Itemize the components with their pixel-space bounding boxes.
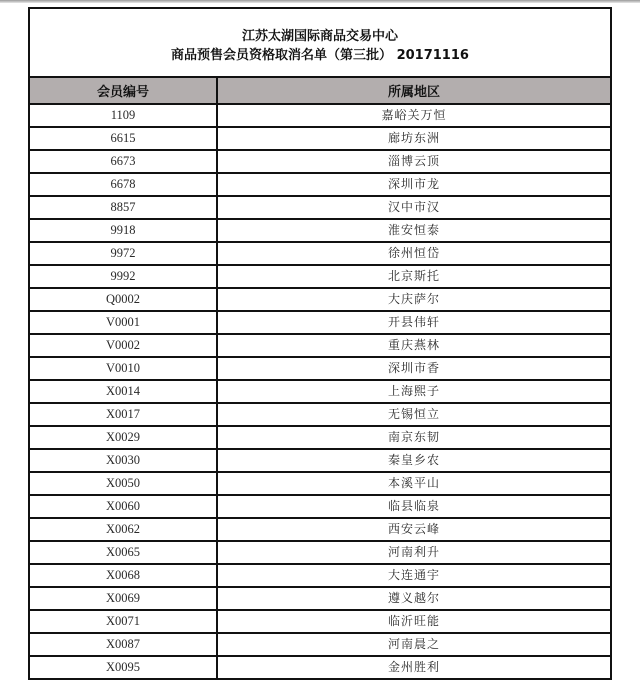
table-row	[30, 288, 610, 311]
member-id-cell: 1109	[30, 104, 217, 127]
member-id-cell: X0069	[30, 587, 217, 610]
member-id-cell: 8857	[30, 196, 217, 219]
member-id-cell: X0014	[30, 380, 217, 403]
member-id-cell: X0087	[30, 633, 217, 656]
region-cell: 开县伟轩	[217, 311, 610, 334]
document-title-block	[30, 9, 610, 78]
region-cell: 西安云峰	[217, 518, 610, 541]
member-id-cell: 9918	[30, 219, 217, 242]
region-cell: 深圳市香	[217, 357, 610, 380]
table-row	[30, 150, 610, 173]
region-cell: 淮安恒泰	[217, 219, 610, 242]
table-row	[30, 426, 610, 449]
region-cell: 徐州恒岱	[217, 242, 610, 265]
member-id-cell: 9972	[30, 242, 217, 265]
table-row	[30, 242, 610, 265]
document-title: 江苏太湖国际商品交易中心	[241, 28, 398, 44]
region-cell: 南京东韧	[217, 426, 610, 449]
region-cell: 大庆萨尔	[217, 288, 610, 311]
table-row	[30, 334, 610, 357]
table-row	[30, 495, 610, 518]
region-cell: 河南利升	[217, 541, 610, 564]
viewer-top-edge	[0, 0, 640, 3]
region-cell: 上海熙子	[217, 380, 610, 403]
region-cell: 汉中市汉	[217, 196, 610, 219]
table-row	[30, 127, 610, 150]
region-cell: 金州胜利	[387, 660, 440, 674]
region-cell: 无锡恒立	[217, 403, 610, 426]
member-id-cell: V0010	[30, 357, 217, 380]
table-row	[30, 564, 610, 587]
member-id-cell: X0030	[30, 449, 217, 472]
table-row	[30, 380, 610, 403]
member-id-cell: X0095	[30, 656, 217, 678]
column-header-region: 所属地区	[217, 78, 610, 104]
member-id-cell: 6673	[30, 150, 217, 173]
table-row	[30, 104, 610, 127]
region-cell: 大连通宇	[217, 564, 610, 587]
table-row	[30, 610, 610, 633]
region-cell: 临县临泉	[217, 495, 610, 518]
member-id-cell: X0029	[30, 426, 217, 449]
member-table	[30, 78, 610, 678]
member-id-cell: Q0002	[30, 288, 217, 311]
region-cell: 深圳市龙	[217, 173, 610, 196]
member-id-cell: X0068	[30, 564, 217, 587]
table-row	[30, 656, 610, 678]
table-row	[30, 541, 610, 564]
table-row	[30, 311, 610, 334]
region-cell: 嘉峪关万恒	[217, 104, 610, 127]
region-cell: 重庆燕林	[217, 334, 610, 357]
member-id-cell: 6678	[30, 173, 217, 196]
region-cell: 本溪平山	[217, 472, 610, 495]
table-row	[30, 518, 610, 541]
region-cell: 遵义越尔	[217, 587, 610, 610]
table-row	[30, 265, 610, 288]
table-row	[30, 219, 610, 242]
region-cell: 临沂旺能	[217, 610, 610, 633]
member-id-cell: V0002	[30, 334, 217, 357]
table-row	[30, 633, 610, 656]
member-id-cell: V0001	[30, 311, 217, 334]
cancellation-list-document	[28, 7, 612, 680]
table-row	[30, 173, 610, 196]
member-id-cell: X0017	[30, 403, 217, 426]
region-cell: 淄博云顶	[217, 150, 610, 173]
region-cell: 廊坊东洲	[217, 127, 610, 150]
table-row	[30, 196, 610, 219]
table-row	[30, 587, 610, 610]
region-cell: 秦皇乡农	[217, 449, 610, 472]
table-body	[30, 104, 610, 678]
region-cell: 北京斯托	[217, 265, 610, 288]
table-row	[30, 403, 610, 426]
member-id-cell: X0060	[30, 495, 217, 518]
member-id-cell: X0062	[30, 518, 217, 541]
table-row	[30, 357, 610, 380]
table-row	[30, 449, 610, 472]
member-id-cell: 6615	[30, 127, 217, 150]
table-header-row	[30, 78, 610, 104]
document-subtitle: 商品预售会员资格取消名单（第三批） 20171116	[171, 47, 469, 63]
region-cell: 河南晨之	[217, 633, 610, 656]
member-id-cell: X0071	[30, 610, 217, 633]
column-header-member-id: 会员编号	[30, 78, 217, 104]
table-row	[30, 472, 610, 495]
member-id-cell: X0050	[30, 472, 217, 495]
member-id-cell: X0065	[30, 541, 217, 564]
member-id-cell: 9992	[30, 265, 217, 288]
